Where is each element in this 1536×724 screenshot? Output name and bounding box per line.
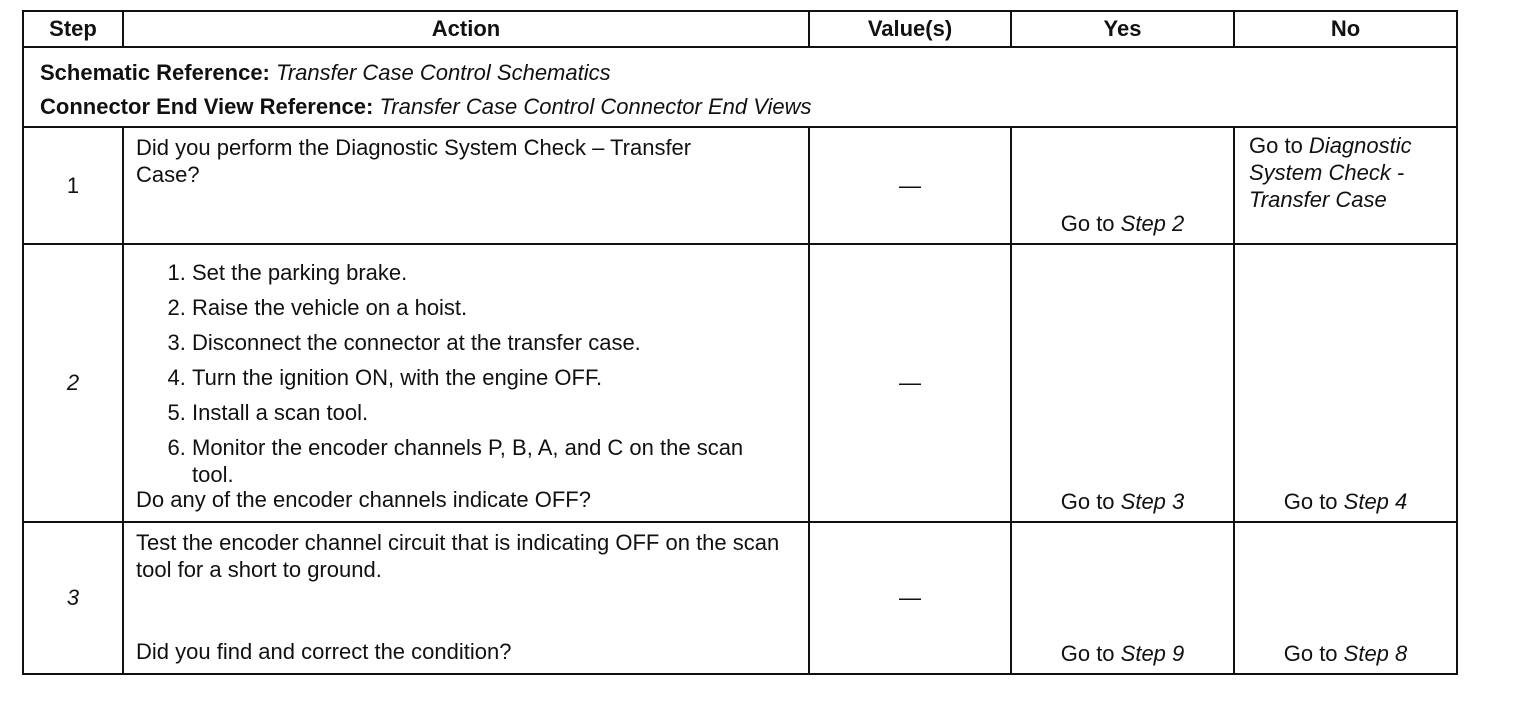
yes-goto-1[interactable] [1012, 211, 1233, 237]
header-no: No [1234, 11, 1457, 47]
action-cell-1 [123, 127, 809, 244]
action-cell-2 [123, 244, 809, 522]
substep: 6. Monitor the encoder channels P, B, A, and C on the scan tool. [192, 434, 752, 488]
reference-cell [23, 47, 1457, 127]
yes-prefix-3: Go to [1060, 641, 1121, 666]
substep-list-2 [136, 259, 796, 488]
substep: 4. Turn the ignition ON, with the engine OFF. [192, 364, 796, 391]
value-cell-2: — [809, 244, 1011, 522]
no-goto-2[interactable] [1235, 489, 1456, 515]
action-text-1: Did you perform the Diagnostic System Check – Transfer Case? [136, 135, 692, 187]
yes-prefix-2: Go to [1060, 489, 1121, 514]
connector-reference [40, 90, 1440, 124]
substep: 3. Disconnect the connector at the transfer case. [192, 329, 796, 356]
header-yes: Yes [1011, 11, 1234, 47]
header-action: Action [123, 11, 809, 47]
value-cell-1: — [809, 127, 1011, 244]
yes-target-2[interactable]: Step 3 [1120, 489, 1185, 514]
yes-goto-2[interactable] [1012, 489, 1233, 515]
diagnostic-table [22, 10, 1458, 675]
no-goto-1[interactable] [1235, 128, 1456, 213]
no-target-3[interactable]: Step 8 [1343, 641, 1408, 666]
yes-prefix-1: Go to [1060, 211, 1121, 236]
no-cell-1 [1234, 127, 1457, 244]
no-cell-3 [1234, 522, 1457, 674]
substep: 2. Raise the vehicle on a hoist. [192, 294, 796, 321]
no-target-2[interactable]: Step 4 [1343, 489, 1408, 514]
yes-target-3[interactable]: Step 9 [1120, 641, 1185, 666]
header-step: Step [23, 11, 123, 47]
question-3: Did you find and correct the condition? [136, 639, 512, 664]
value-cell-3: — [809, 522, 1011, 674]
schematic-reference-label: Schematic Reference: [40, 60, 270, 85]
header-values: Value(s) [809, 11, 1011, 47]
action-cell-3 [123, 522, 809, 674]
step-number-3: 3 [23, 522, 123, 674]
yes-goto-3[interactable] [1012, 641, 1233, 667]
no-prefix-2: Go to [1283, 489, 1344, 514]
schematic-reference [40, 56, 1440, 90]
step-number-1: 1 [23, 127, 123, 244]
no-target-1[interactable]: Diagnostic System Check - Transfer Case [1249, 133, 1412, 212]
connector-reference-label: Connector End View Reference: [40, 94, 374, 119]
question-2: Do any of the encoder channels indicate OFF? [136, 487, 591, 512]
schematic-reference-link[interactable]: Transfer Case Control Schematics [276, 60, 611, 85]
step-row-1 [23, 127, 1457, 244]
yes-target-1[interactable]: Step 2 [1120, 211, 1185, 236]
step-number-2: 2 [23, 244, 123, 522]
action-text-3: Test the encoder channel circuit that is indicating OFF on the scan tool for a short to ground. [136, 530, 780, 582]
substep: 1. Set the parking brake. [192, 259, 796, 286]
yes-cell-2 [1011, 244, 1234, 522]
substep: 5. Install a scan tool. [192, 399, 796, 426]
no-prefix-1: Go to [1249, 133, 1309, 158]
step-row-2 [23, 244, 1457, 522]
yes-cell-3 [1011, 522, 1234, 674]
yes-cell-1 [1011, 127, 1234, 244]
step-row-3 [23, 522, 1457, 674]
no-goto-3[interactable] [1235, 641, 1456, 667]
no-prefix-3: Go to [1283, 641, 1344, 666]
connector-reference-link[interactable]: Transfer Case Control Connector End Views [379, 94, 812, 119]
reference-row [23, 47, 1457, 127]
no-cell-2 [1234, 244, 1457, 522]
header-row [23, 11, 1457, 47]
